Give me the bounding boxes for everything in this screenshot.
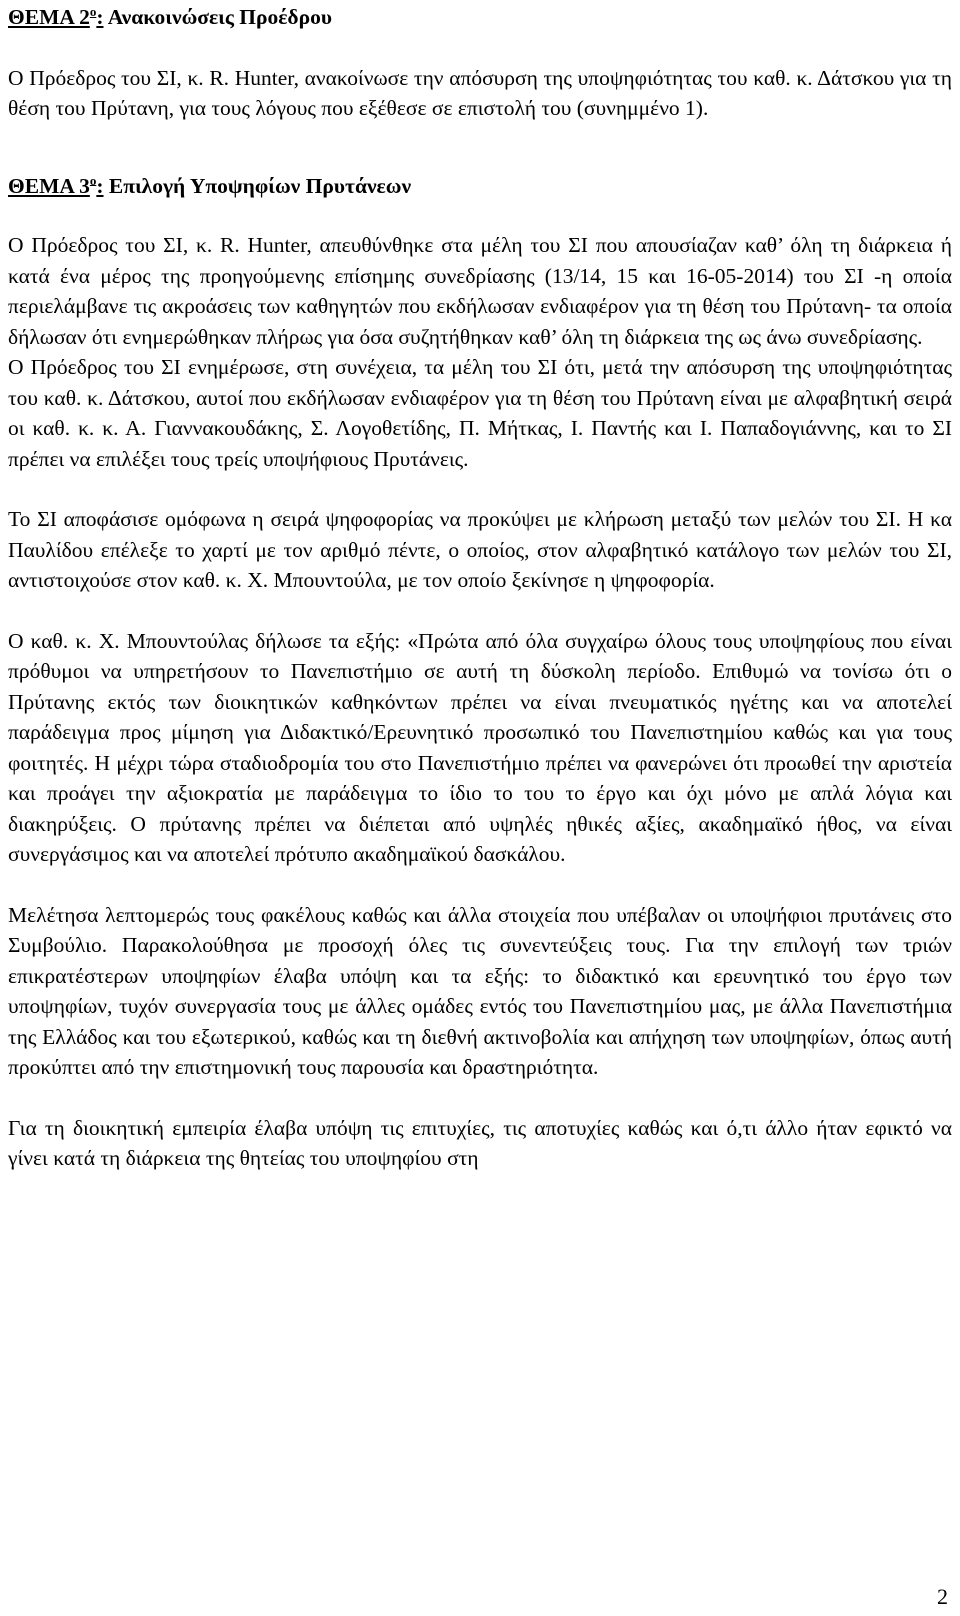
paragraph-voting-order: Το ΣΙ αποφάσισε ομόφωνα η σειρά ψηφοφορίας να προκύψει με κλήρωση μεταξύ των μελών του ΣΙ. Η κα Παυλίδου επέλεξε το χαρτί με τον αριθμό πέντε, ο οποίος, στον αλφαβητικό κατάλογο των μελών του ΣΙ, αντιστοιχούσε στον καθ. κ. Χ. Μπουντούλα, με τον οποίο ξεκίνησε η ψηφοφορία. [8, 507, 952, 592]
heading-2-number: ΘΕΜΑ 2 [8, 5, 90, 29]
heading-3-ordinal: ο [89, 172, 97, 188]
paragraph-administrative-experience: Για τη διοικητική εμπειρία έλαβα υπόψη τις επιτυχίες, τις αποτυχίες καθώς και ό,τι άλλο ήταν εφικτό να γίνει κατά τη διάρκεια της θητείας του υποψηφίου στη [8, 1115, 952, 1170]
heading-2-ordinal: ο [89, 3, 97, 19]
section-heading-2 [8, 2, 952, 33]
heading-3-number: ΘΕΜΑ 3 [8, 173, 90, 198]
document-body [8, 2, 952, 1174]
paragraph-statement: Ο καθ. κ. Χ. Μπουντούλας δήλωσε τα εξής: «Πρώτα από όλα συγχαίρω όλους τους υποψηφίους που είναι πρόθυμοι να υπηρετήσουν το Πανεπιστήμιο σε αυτή τη δύσκολη περίοδο. Επιθυμώ να τονίσω ότι ο Πρύτανης εκτός των διοικητικών καθηκόντων πρέπει να είναι πνευματικός ηγέτης και να αποτελεί παράδειγμα προς μίμηση για Διδακτικό/Ερευνητικό προσωπικό του Πανεπιστημίου καθώς και για τους φοιτητές. Η μέχρι τώρα σταδιοδρομία του στο Πανεπιστήμιο πρέπει να φανερώνει ότι προωθεί την αριστεία και προάγει την αξιοκρατία με παράδειγμα το ίδιο το του το έργο και όχι μόνο με απλά λόγια και διακηρύξεις. Ο πρύτανης πρέπει να διέπεται από υψηλές ηθικές αξίες, ακαδημαϊκό ήθος, να είναι συνεργάσιμος και να αποτελεί πρότυπο ακαδημαϊκού δασκάλου. [8, 628, 952, 866]
heading-3-colon: : [96, 173, 104, 198]
paragraph-announcement: Ο Πρόεδρος του ΣΙ, κ. R. Hunter, ανακοίνωσε την απόσυρση της υποψηφιότητας του καθ. κ. Δάτσκου για τη θέση του Πρύτανη, για τους λόγους που εξέθεσε σε επιστολή του (συνημμένο 1). [8, 65, 952, 120]
paragraph-candidates: Ο Πρόεδρος του ΣΙ ενημέρωσε, στη συνέχεια, τα μέλη του ΣΙ ότι, μετά την απόσυρση της υποψηφιότητας του καθ. κ. Δάτσκου, αυτοί που εκδήλωσαν ενδιαφέρον για τη θέση του Πρύτανη είναι με αλφαβητική σειρά οι καθ. κ. κ. Α. Γιαννακουδάκης, Σ. Λογοθετίδης, Π. Μήτκας, Ι. Παντής και Ι. Παπαδογιάννης, και το ΣΙ πρέπει να επιλέξει τους τρείς υποψήφιους Πρυτάνεις. [8, 355, 952, 471]
section-heading-3 [8, 171, 952, 202]
page-number: 2 [937, 1584, 948, 1609]
paragraph-absent-members: Ο Πρόεδρος του ΣΙ, κ. R. Hunter, απευθύνθηκε στα μέλη του ΣΙ που απουσίαζαν καθ’ όλη τη διάρκεια ή κατά ένα μέρος της προηγούμενης επίσημης συνεδρίασης (13/14, 15 και 16-05-2014) του ΣΙ -η οποία περιελάμβανε τις ακροάσεις των καθηγητών που εκδήλωσαν ενδιαφέρον για τη θέση του Πρύτανη- τα οποία δήλωσαν ότι ενημερώθηκαν πλήρως για όσα συζητήθηκαν καθ’ όλη τη διάρκεια της ως άνω συνεδρίασης. [8, 233, 952, 349]
heading-2-colon: : [96, 5, 104, 29]
heading-2-title: Ανακοινώσεις Προέδρου [103, 5, 333, 29]
heading-3-title: Επιλογή Υποψηφίων Πρυτάνεων [103, 173, 412, 198]
paragraph-evaluation: Μελέτησα λεπτομερώς τους φακέλους καθώς και άλλα στοιχεία που υπέβαλαν οι υποψήφιοι πρυτάνεις στο Συμβούλιο. Παρακολούθησα με προσοχή όλες τις συνεντεύξεις τους. Για την επιλογή των τριών επικρατέστερων υποψηφίων έλαβα υπόψη και τα εξής: το διδακτικό και ερευνητικό του έργο των υποψηφίων, τυχόν συνεργασία τους με άλλες ομάδες εντός του Πανεπιστημίου μας, με άλλα Πανεπιστήμια της Ελλάδος και του εξωτερικού, καθώς και τη διεθνή ακτινοβολία και απήχηση των υποψηφίων, όπως αυτή προκύπτει από την επιστημονική τους παρουσία και δραστηριότητα. [8, 902, 952, 1079]
